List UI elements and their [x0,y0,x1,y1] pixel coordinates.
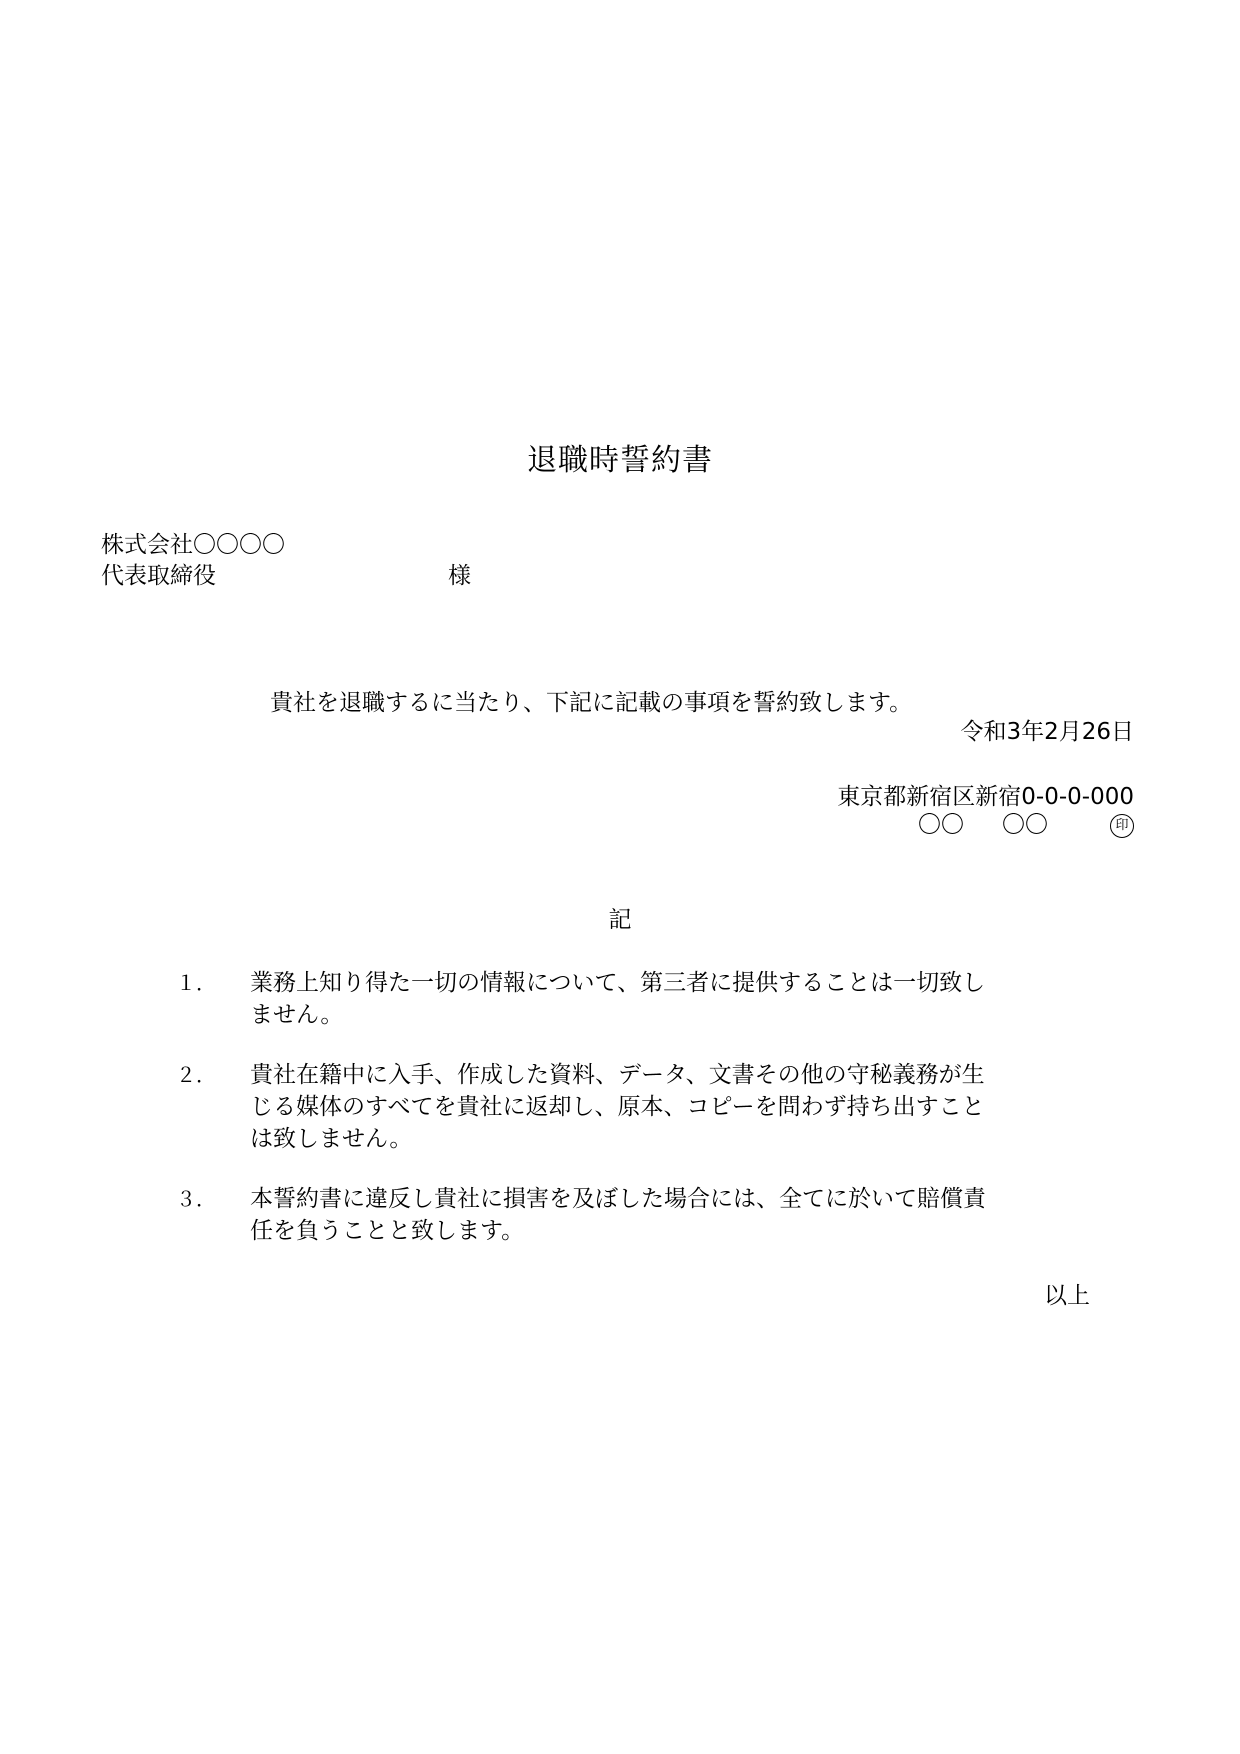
pledge-text: 業務上知り得た一切の情報について、第三者に提供することは一切致し ません。 [250,970,986,1028]
addressee-company: 株式会社〇〇〇〇 [101,532,285,558]
sender-surname: 〇〇 [918,812,964,838]
document-date: 令和3年2月26日 [960,719,1134,745]
pledge-item [176,1059,1076,1155]
pledge-number: ２． [176,1063,216,1087]
pledge-number: ３． [176,1187,216,1211]
addressee-representative: 代表取締役 [101,563,216,589]
addressee-honorific: 様 [448,563,471,589]
pledge-item [176,967,1076,1031]
pledge-number: １． [176,971,216,995]
closing-ijo: 以上 [1044,1283,1090,1309]
pledge-list [176,967,1076,1275]
pledge-text: 貴社在籍中に入手、作成した資料、データ、文書その他の守秘義務が生 じる媒体のすべてを貴社に返却し、原本、コピーを問わず持ち出すこと は致しません。 [250,1062,985,1152]
pledge-item [176,1183,1076,1247]
pledge-text: 本誓約書に違反し貴社に損害を及ぼした場合には、全てに於いて賠償責 任を負うことと致します。 [250,1186,986,1244]
sender-address: 東京都新宿区新宿0-0-0-000 [837,784,1134,810]
sender-given-name: 〇〇 [1002,812,1048,838]
document-title: 退職時誓約書 [527,443,713,478]
sender-signature-line [918,812,1134,840]
ki-heading: 記 [608,907,632,933]
intro-statement: 貴社を退職するに当たり、下記に記載の事項を誓約致します。 [270,690,913,716]
seal-icon: 印 [1110,814,1134,838]
